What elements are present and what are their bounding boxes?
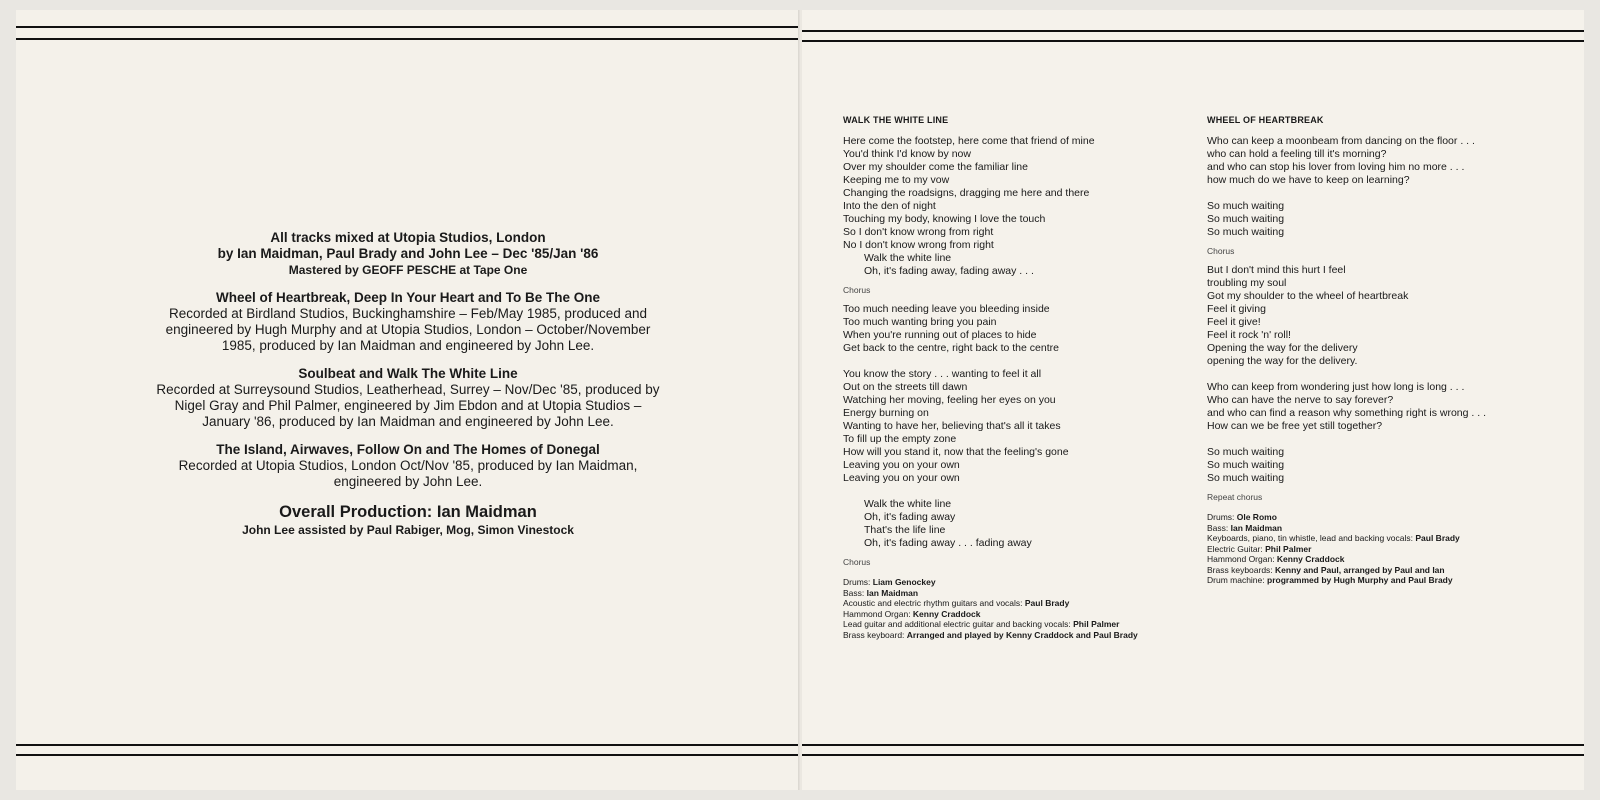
lyric-line: So much waiting (1207, 459, 1285, 471)
credit-role: Drums: (843, 577, 873, 587)
credit-role: Drum machine: (1207, 575, 1267, 585)
lyric-line: Out on the streets till dawn (843, 381, 968, 393)
chorus-marker: Chorus (1207, 246, 1235, 256)
lyric-line: Leaving you on your own (843, 459, 960, 471)
credit-role: Electric Guitar: (1207, 543, 1266, 554)
credit-name: Kenny Craddock (912, 608, 981, 619)
lyric-line: and who can stop his lover from loving him no more . . . (1207, 161, 1465, 173)
musician-credit (1207, 523, 1486, 534)
lyric-line: So much waiting (1207, 446, 1285, 458)
lyric-line: So much waiting (1207, 226, 1285, 238)
credit-name: Ian Maidman (866, 587, 919, 598)
credit-role: Brass keyboard: (843, 629, 907, 640)
top-rule-thick (802, 30, 1584, 32)
spacer (16, 430, 800, 442)
credit-name: Liam Genockey (872, 577, 936, 587)
lyric-line: When you're running out of places to hide (843, 329, 1037, 341)
lyric-line: Keeping me to my vow (843, 174, 950, 186)
chorus-marker: Chorus (843, 285, 871, 295)
lyric-line: Feel it rock 'n' roll! (1207, 329, 1291, 341)
lyric-line: opening the way for the delivery. (1207, 355, 1358, 367)
lyric-line: Walk the white line (864, 498, 952, 510)
lyric-line: So much waiting (1207, 213, 1285, 225)
credit-line: by Ian Maidman, Paul Brady and John Lee – Dec '85/Jan '86 (217, 246, 599, 261)
lyric-line: Walk the white line (864, 252, 952, 264)
lyric-line: Here come the footstep, here come that friend of mine (843, 135, 1095, 147)
lyric-line: Too much needing leave you bleeding inside (843, 303, 1050, 315)
credit-line: All tracks mixed at Utopia Studios, London (270, 230, 546, 245)
bottom-rule-thick (802, 754, 1584, 756)
credit-role: Bass: (843, 587, 867, 598)
lyric-line: So I don't know wrong from right (843, 226, 994, 238)
lyric-line: troubling my soul (1207, 277, 1287, 289)
musician-credits (1207, 512, 1486, 586)
lyrics-body (843, 135, 1138, 569)
stanza-break (843, 355, 1138, 368)
credit-role: Acoustic and electric rhythm guitars and vocals: (843, 598, 1025, 608)
credit-line: January '86, produced by Ian Maidman and engineered by John Lee. (202, 414, 614, 429)
credit-role: Bass: (1207, 522, 1231, 533)
lyric-line: Feel it give! (1207, 316, 1261, 328)
lyric-line: Over my shoulder come the familiar line (843, 161, 1028, 173)
credit-role: Keyboards, piano, tin whistle, lead and backing vocals: (1207, 533, 1416, 543)
credit-role: Hammond Organ: (1207, 554, 1277, 564)
top-rule-thin (802, 40, 1584, 42)
credit-line: Recorded at Birdland Studios, Buckinghamshire – Feb/May 1985, produced and (168, 306, 648, 321)
lyric-line: You know the story . . . wanting to feel it all (843, 368, 1042, 380)
musician-credit (843, 619, 1138, 630)
right-page (802, 10, 1584, 790)
credit-name: Ian Maidman (1230, 522, 1283, 533)
lyric-line: But I don't mind this hurt I feel (1207, 264, 1346, 276)
lyric-line: Too much wanting bring you pain (843, 316, 997, 328)
credit-role: Drums: (1207, 512, 1237, 522)
bottom-rule-thick (16, 754, 800, 756)
lyric-line: and who can find a reason why something right is wrong . . . (1207, 407, 1486, 419)
lyric-line: How can we be free yet still together? (1207, 420, 1383, 432)
credit-name: Phil Palmer (1265, 543, 1312, 554)
lyric-line: Who can keep from wondering just how long is long . . . (1207, 381, 1465, 393)
credit-line: Overall Production: Ian Maidman (279, 503, 537, 521)
stanza-break (1207, 187, 1486, 200)
lyric-line: Opening the way for the delivery (1207, 342, 1358, 354)
lyrics-body (1207, 135, 1486, 504)
lyric-line: who can hold a feeling till it's morning? (1207, 148, 1387, 160)
chorus-marker: Repeat chorus (1207, 492, 1263, 502)
credit-name: Ole Romo (1236, 512, 1277, 522)
walk-the-white-line-lyrics (843, 114, 1138, 640)
credit-name: programmed by Hugh Murphy and Paul Brady (1267, 575, 1453, 585)
stanza-break (843, 485, 1138, 498)
bottom-rule-thin (802, 744, 1584, 746)
credit-line: The Island, Airwaves, Follow On and The Homes of Donegal (216, 442, 600, 457)
credit-line: John Lee assisted by Paul Rabiger, Mog, Simon Vinestock (242, 523, 574, 537)
song-title: WALK THE WHITE LINE (843, 115, 949, 125)
credit-line: 1985, produced by Ian Maidman and engineered by John Lee. (221, 338, 595, 353)
credit-name: Paul Brady (1024, 598, 1070, 608)
musician-credit (843, 588, 1138, 599)
lyric-line: To fill up the empty zone (843, 433, 957, 445)
left-page (16, 10, 800, 790)
musician-credit (1207, 554, 1486, 565)
lyric-line: So much waiting (1207, 472, 1285, 484)
credit-role: Lead guitar and additional electric guitar and backing vocals: (843, 619, 1074, 629)
musician-credit (843, 609, 1138, 620)
credit-line: Soulbeat and Walk The White Line (298, 366, 518, 381)
credit-name: Phil Palmer (1073, 619, 1120, 629)
spacer (16, 490, 800, 502)
lyric-line: Into the den of night (843, 200, 936, 212)
song-title: WHEEL OF HEARTBREAK (1207, 115, 1324, 125)
musician-credits (843, 577, 1138, 640)
credit-name: Paul Brady (1415, 533, 1460, 543)
credit-name: Arranged and played by Kenny Craddock and Paul Brady (906, 629, 1138, 640)
lyric-line: Get back to the centre, right back to the centre (843, 342, 1059, 354)
lyric-line: Oh, it's fading away, fading away . . . (864, 265, 1034, 277)
lyric-line: Wanting to have her, believing that's all it takes (843, 420, 1061, 432)
lyric-line: how much do we have to keep on learning? (1207, 174, 1410, 186)
credit-line: Nigel Gray and Phil Palmer, engineered by Jim Ebdon and at Utopia Studios – (174, 398, 642, 413)
credit-name: Kenny Craddock (1276, 554, 1345, 564)
lyric-line: Got my shoulder to the wheel of heartbreak (1207, 290, 1409, 302)
lyric-line: Leaving you on your own (843, 472, 960, 484)
credit-line: Recorded at Utopia Studios, London Oct/Nov '85, produced by Ian Maidman, (178, 458, 638, 473)
credit-line: Mastered by GEOFF PESCHE at Tape One (288, 263, 528, 277)
credit-line: engineered by John Lee. (333, 474, 483, 489)
lyric-line: Oh, it's fading away (864, 511, 956, 523)
credit-role: Hammond Organ: (843, 608, 913, 619)
credit-name: Kenny and Paul, arranged by Paul and Ian (1275, 564, 1445, 575)
production-credits (16, 230, 800, 538)
credit-line: Wheel of Heartbreak, Deep In Your Heart and To Be The One (215, 290, 601, 305)
lyric-line: So much waiting (1207, 200, 1285, 212)
lyric-line: You'd think I'd know by now (843, 148, 971, 160)
lyric-line: Energy burning on (843, 407, 929, 419)
musician-credit (843, 577, 1138, 588)
lyric-line: Who can have the nerve to say forever? (1207, 394, 1394, 406)
musician-credit (1207, 512, 1486, 523)
spacer (16, 278, 800, 290)
lyric-line: That's the life line (864, 524, 946, 536)
musician-credit (1207, 533, 1486, 544)
top-rule-thin (16, 38, 800, 40)
top-rule-thick (16, 26, 800, 28)
musician-credit (843, 630, 1138, 641)
lyric-line: Feel it giving (1207, 303, 1266, 315)
lyric-line: Oh, it's fading away . . . fading away (864, 537, 1032, 549)
credit-role: Brass keyboards: (1207, 564, 1276, 575)
spacer (16, 354, 800, 366)
wheel-of-heartbreak-lyrics (1207, 114, 1486, 586)
lyric-line: Who can keep a moonbeam from dancing on the floor . . . (1207, 135, 1475, 147)
stanza-break (1207, 433, 1486, 446)
chorus-marker: Chorus (843, 557, 871, 567)
bottom-rule-thin (16, 744, 800, 746)
lyric-line: Changing the roadsigns, dragging me here and there (843, 187, 1090, 199)
lyric-line: Touching my body, knowing I love the touch (843, 213, 1046, 225)
musician-credit (843, 598, 1138, 609)
lyric-line: No I don't know wrong from right (843, 239, 994, 251)
musician-credit (1207, 544, 1486, 555)
musician-credit (1207, 565, 1486, 576)
credit-line: engineered by Hugh Murphy and at Utopia Studios, London – October/November (165, 322, 651, 337)
lyric-line: Watching her moving, feeling her eyes on you (843, 394, 1056, 406)
stanza-break (1207, 368, 1486, 381)
musician-credit (1207, 575, 1486, 586)
lyric-line: How will you stand it, now that the feeling's gone (843, 446, 1069, 458)
credit-line: Recorded at Surreysound Studios, Leatherhead, Surrey – Nov/Dec '85, produced by (156, 382, 660, 397)
